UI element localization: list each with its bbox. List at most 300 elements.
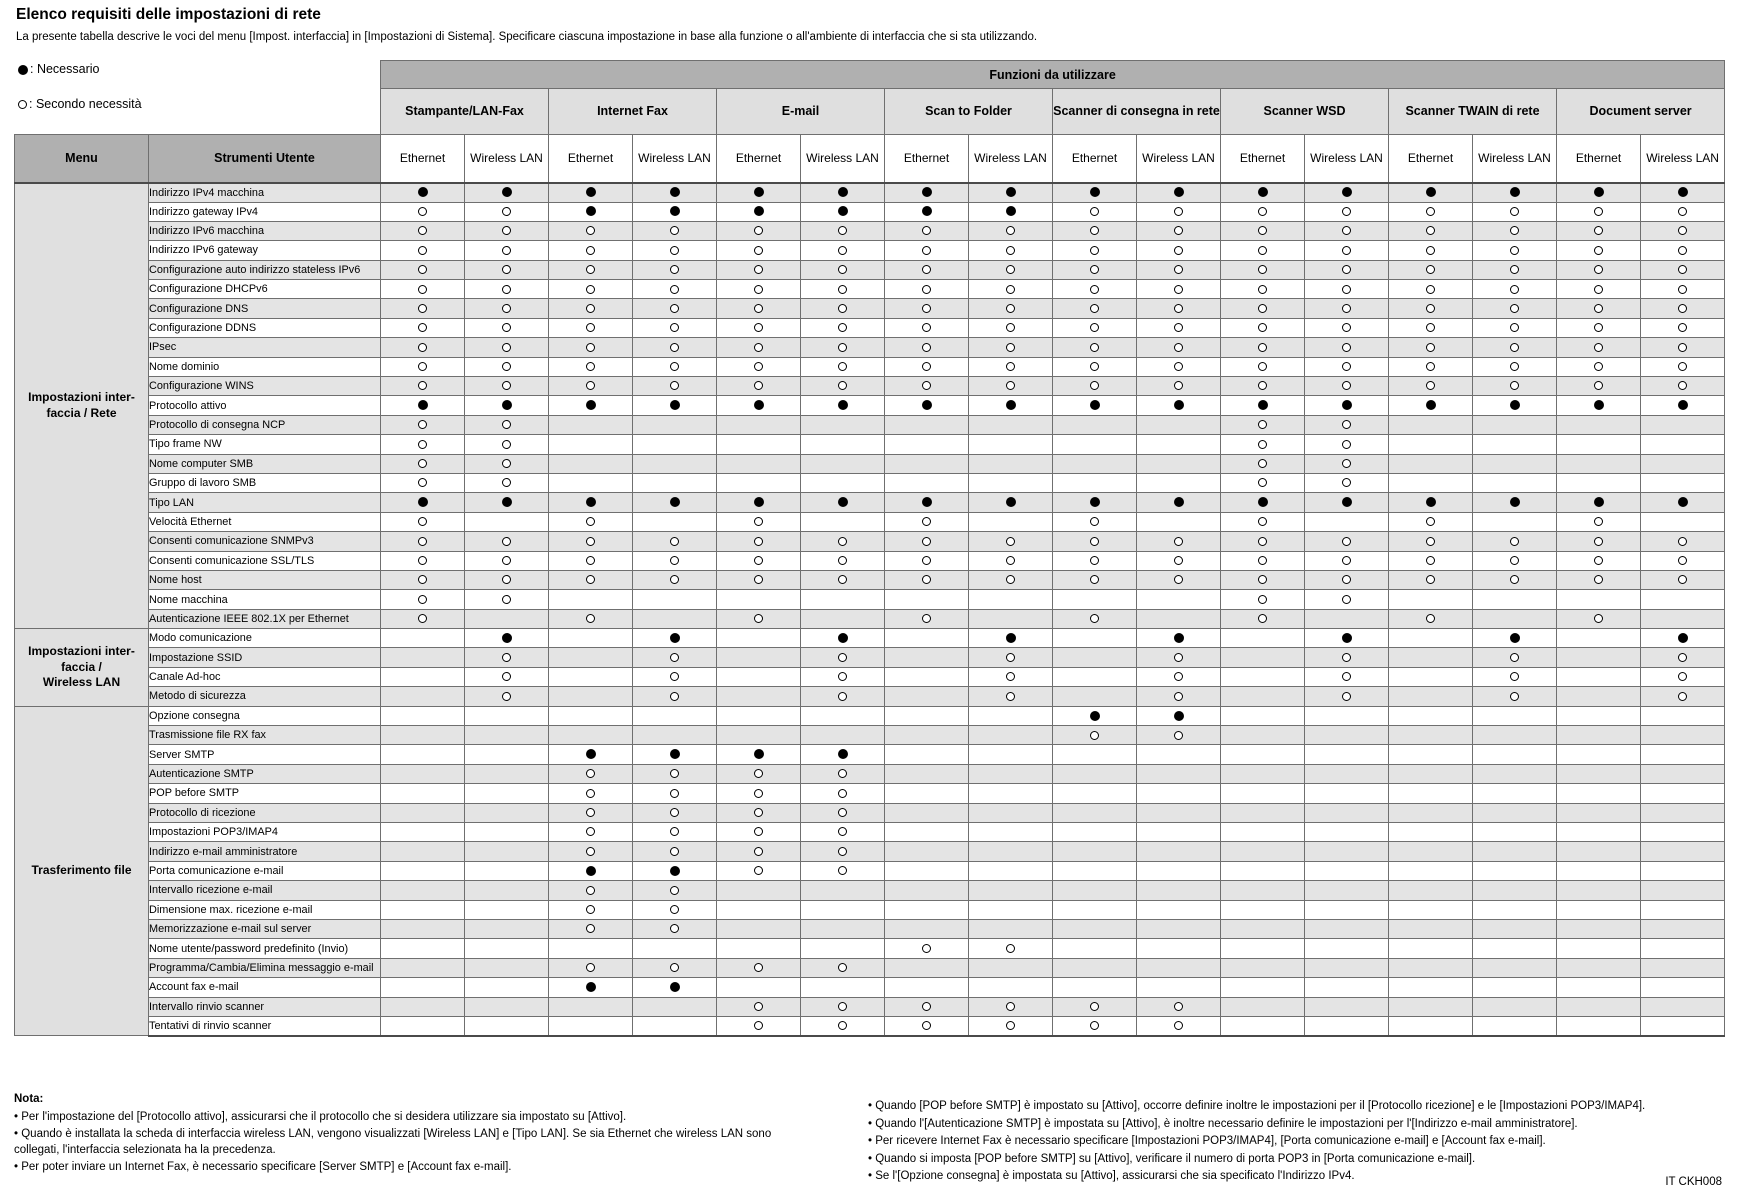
row-label-cell: Modo comunicazione: [149, 629, 381, 648]
secondo-necessita-ring: [1594, 304, 1603, 313]
requirement-cell: [633, 415, 717, 434]
requirement-cell: [969, 551, 1053, 570]
secondo-necessita-ring: [1090, 323, 1099, 332]
secondo-necessita-ring: [1174, 537, 1183, 546]
requirement-cell: [1137, 629, 1221, 648]
requirement-cell: [549, 532, 633, 551]
requirement-cell: [1557, 221, 1641, 240]
necessario-dot: [1342, 187, 1352, 197]
requirement-cell: [633, 435, 717, 454]
secondo-necessita-ring: [1342, 323, 1351, 332]
requirement-cell: [1473, 202, 1557, 221]
secondo-necessita-ring: [1090, 575, 1099, 584]
requirement-cell: [1137, 299, 1221, 318]
requirement-cell: [1053, 1016, 1137, 1036]
table-row: [15, 493, 1725, 512]
table-row: [15, 202, 1725, 221]
secondo-necessita-ring: [1426, 556, 1435, 565]
secondo-necessita-ring: [754, 537, 763, 546]
requirement-cell: [801, 512, 885, 531]
requirement-cell: [1557, 570, 1641, 589]
requirement-cell: [1641, 183, 1725, 203]
secondo-necessita-ring: [418, 440, 427, 449]
secondo-necessita-ring: [754, 246, 763, 255]
table-row: [15, 221, 1725, 240]
requirement-cell: [1473, 900, 1557, 919]
group-header-cell: Scanner di consegna in rete: [1053, 89, 1221, 135]
table-row: [15, 997, 1725, 1016]
requirement-cell: [969, 764, 1053, 783]
requirement-cell: [1557, 299, 1641, 318]
requirement-cell: [465, 803, 549, 822]
requirement-cell: [717, 183, 801, 203]
requirement-cell: [633, 706, 717, 725]
requirements-table: [14, 60, 1725, 1037]
requirement-cell: [633, 532, 717, 551]
secondo-necessita-ring: [1090, 381, 1099, 390]
requirement-cell: [1557, 784, 1641, 803]
requirement-cell: [1137, 900, 1221, 919]
necessario-dot: [1342, 400, 1352, 410]
requirement-cell: [549, 473, 633, 492]
secondo-necessita-ring: [1174, 381, 1183, 390]
row-label-cell: Gruppo di lavoro SMB: [149, 473, 381, 492]
wireless-lan-header-cell: Wireless LAN: [1473, 135, 1557, 183]
secondo-necessita-ring: [1090, 1002, 1099, 1011]
secondo-necessita-ring: [1006, 944, 1015, 953]
requirement-cell: [1641, 764, 1725, 783]
secondo-necessita-ring: [502, 226, 511, 235]
requirement-cell: [1221, 493, 1305, 512]
legend-secondo-necessita: [18, 97, 142, 111]
secondo-necessita-ring: [1174, 556, 1183, 565]
requirement-cell: [1137, 377, 1221, 396]
requirement-cell: [549, 939, 633, 958]
requirement-cell: [381, 532, 465, 551]
requirement-cell: [885, 978, 969, 997]
requirement-cell: [969, 726, 1053, 745]
requirement-cell: [1053, 842, 1137, 861]
row-label-cell: Trasmissione file RX fax: [149, 726, 381, 745]
requirement-cell: [1137, 202, 1221, 221]
requirement-cell: [1641, 415, 1725, 434]
requirement-cell: [1641, 202, 1725, 221]
requirement-cell: [1641, 784, 1725, 803]
requirement-cell: [633, 338, 717, 357]
requirement-cell: [1557, 764, 1641, 783]
secondo-necessita-ring: [1426, 575, 1435, 584]
requirement-cell: [1221, 861, 1305, 880]
requirement-cell: [1557, 532, 1641, 551]
requirement-cell: [801, 532, 885, 551]
requirement-cell: [1137, 648, 1221, 667]
requirement-cell: [1053, 299, 1137, 318]
requirement-cell: [969, 629, 1053, 648]
necessario-dot: [1594, 187, 1604, 197]
secondo-necessita-ring: [838, 672, 847, 681]
requirement-cell: [1473, 803, 1557, 822]
requirement-cell: [717, 706, 801, 725]
table-row: [15, 241, 1725, 260]
requirement-cell: [465, 512, 549, 531]
requirement-cell: [633, 648, 717, 667]
wireless-lan-header-cell: Wireless LAN: [1305, 135, 1389, 183]
secondo-necessita-ring: [1006, 285, 1015, 294]
requirement-cell: [633, 570, 717, 589]
requirement-cell: [1641, 338, 1725, 357]
requirement-cell: [1137, 357, 1221, 376]
requirement-cell: [1641, 512, 1725, 531]
menu-group-label: Impostazioni inter-: [28, 390, 135, 405]
secondo-necessita-ring: [1678, 381, 1687, 390]
necessario-dot: [1090, 711, 1100, 721]
requirement-cell: [1641, 861, 1725, 880]
requirement-cell: [1053, 183, 1137, 203]
requirement-cell: [1557, 687, 1641, 706]
requirement-cell: [1305, 745, 1389, 764]
requirement-cell: [549, 221, 633, 240]
requirement-cell: [801, 823, 885, 842]
requirement-cell: [885, 958, 969, 977]
requirement-cell: [717, 1016, 801, 1036]
secondo-necessita-ring: [1174, 1002, 1183, 1011]
requirement-cell: [969, 202, 1053, 221]
ethernet-header-cell: Ethernet: [717, 135, 801, 183]
requirement-cell: [1641, 435, 1725, 454]
requirement-cell: [465, 958, 549, 977]
requirement-cell: [549, 823, 633, 842]
secondo-necessita-ring: [1342, 265, 1351, 274]
requirement-cell: [1389, 221, 1473, 240]
requirement-cell: [801, 745, 885, 764]
requirement-cell: [885, 687, 969, 706]
secondo-necessita-ring: [838, 808, 847, 817]
secondo-necessita-ring: [1510, 265, 1519, 274]
requirement-cell: [1305, 318, 1389, 337]
requirement-cell: [717, 532, 801, 551]
requirement-cell: [717, 861, 801, 880]
requirement-cell: [465, 745, 549, 764]
requirement-cell: [549, 493, 633, 512]
secondo-necessita-ring: [586, 343, 595, 352]
secondo-necessita-ring: [1678, 265, 1687, 274]
secondo-necessita-ring: [1174, 304, 1183, 313]
requirement-cell: [1389, 551, 1473, 570]
requirement-cell: [381, 241, 465, 260]
secondo-necessita-ring: [1258, 459, 1267, 468]
row-label-cell: Configurazione DNS: [149, 299, 381, 318]
secondo-necessita-ring: [586, 556, 595, 565]
requirement-cell: [1221, 978, 1305, 997]
secondo-necessita-ring: [418, 226, 427, 235]
requirement-cell: [1473, 493, 1557, 512]
necessario-dot: [670, 497, 680, 507]
secondo-necessita-ring: [838, 789, 847, 798]
requirement-cell: [381, 454, 465, 473]
requirement-cell: [549, 280, 633, 299]
requirement-cell: [1221, 784, 1305, 803]
requirement-cell: [1053, 377, 1137, 396]
requirement-cell: [969, 377, 1053, 396]
ethernet-header-cell: Ethernet: [1389, 135, 1473, 183]
requirement-cell: [1641, 978, 1725, 997]
requirement-cell: [1473, 415, 1557, 434]
requirement-cell: [1221, 357, 1305, 376]
requirement-cell: [1305, 570, 1389, 589]
footer-code: IT CKH008: [1665, 1176, 1722, 1188]
secondo-necessita-ring: [1174, 323, 1183, 332]
secondo-necessita-ring: [1258, 246, 1267, 255]
legend-secondo-necessita-label: : Secondo necessità: [29, 97, 142, 111]
requirement-cell: [633, 202, 717, 221]
requirement-cell: [801, 784, 885, 803]
requirement-cell: [717, 377, 801, 396]
requirement-cell: [1305, 415, 1389, 434]
requirement-cell: [885, 997, 969, 1016]
secondo-necessita-ring: [670, 362, 679, 371]
necessario-dot: [1006, 206, 1016, 216]
row-label-cell: Configurazione WINS: [149, 377, 381, 396]
requirement-cell: [1389, 881, 1473, 900]
row-label-cell: Metodo di sicurezza: [149, 687, 381, 706]
secondo-necessita-ring: [1510, 226, 1519, 235]
secondo-necessita-ring: [1510, 304, 1519, 313]
requirement-cell: [885, 939, 969, 958]
table-row: [15, 280, 1725, 299]
requirement-cell: [885, 629, 969, 648]
requirement-cell: [969, 803, 1053, 822]
secondo-necessita-ring: [670, 304, 679, 313]
requirement-cell: [1557, 318, 1641, 337]
requirement-cell: [1305, 648, 1389, 667]
requirement-cell: [381, 764, 465, 783]
requirement-cell: [633, 629, 717, 648]
requirement-cell: [633, 493, 717, 512]
requirement-cell: [1053, 726, 1137, 745]
group-header-cell: Document server: [1557, 89, 1725, 135]
table-row: [15, 260, 1725, 279]
requirement-cell: [1305, 764, 1389, 783]
group-header-cell: Internet Fax: [549, 89, 717, 135]
secondo-necessita-ring: [1510, 537, 1519, 546]
secondo-necessita-ring: [1090, 285, 1099, 294]
secondo-necessita-ring: [586, 265, 595, 274]
row-label-cell: Intervallo rinvio scanner: [149, 997, 381, 1016]
secondo-necessita-ring: [670, 226, 679, 235]
row-label-cell: Nome host: [149, 570, 381, 589]
requirement-cell: [885, 861, 969, 880]
requirement-cell: [1641, 1016, 1725, 1036]
requirement-cell: [633, 377, 717, 396]
requirement-cell: [885, 396, 969, 415]
row-label-cell: Canale Ad-hoc: [149, 667, 381, 686]
secondo-necessita-ring: [502, 420, 511, 429]
requirement-cell: [1473, 396, 1557, 415]
requirement-cell: [633, 861, 717, 880]
secondo-necessita-ring: [838, 692, 847, 701]
secondo-necessita-ring: [1594, 207, 1603, 216]
group-header-cell: Scanner WSD: [1221, 89, 1389, 135]
secondo-necessita-ring: [418, 478, 427, 487]
table-row: [15, 648, 1725, 667]
note-item: • Per ricevere Internet Fax è necessario specificare [Impostazioni POP3/IMAP4], [Porta comunicazione e-mail] e [Account fax e-mail].: [868, 1134, 1726, 1150]
requirement-cell: [465, 861, 549, 880]
requirement-cell: [549, 183, 633, 203]
secondo-necessita-ring: [1006, 537, 1015, 546]
row-label-cell: Tipo frame NW: [149, 435, 381, 454]
secondo-necessita-ring: [502, 459, 511, 468]
secondo-necessita-ring: [1594, 381, 1603, 390]
requirement-cell: [1641, 221, 1725, 240]
requirement-cell: [801, 609, 885, 628]
requirement-cell: [549, 241, 633, 260]
secondo-necessita-ring: [1678, 246, 1687, 255]
secondo-necessita-ring: [418, 614, 427, 623]
note-item: • Per l'impostazione del [Protocollo attivo], assicurarsi che il protocollo che si desidera utilizzare sia impostato su [Attivo].: [14, 1110, 792, 1126]
requirement-cell: [1137, 318, 1221, 337]
requirement-cell: [801, 978, 885, 997]
menu-group-label: Wireless LAN: [42, 675, 121, 690]
necessario-dot: [1426, 497, 1436, 507]
secondo-necessita-ring: [1006, 381, 1015, 390]
secondo-necessita-ring: [1342, 459, 1351, 468]
row-label-cell: Impostazione SSID: [149, 648, 381, 667]
requirement-cell: [885, 667, 969, 686]
requirement-cell: [1053, 532, 1137, 551]
requirement-cell: [1137, 454, 1221, 473]
requirement-cell: [1053, 512, 1137, 531]
requirement-cell: [633, 609, 717, 628]
secondo-necessita-ring: [1258, 207, 1267, 216]
requirement-cell: [885, 590, 969, 609]
requirement-cell: [1473, 590, 1557, 609]
secondo-necessita-ring: [1006, 246, 1015, 255]
secondo-necessita-ring: [418, 575, 427, 584]
requirement-cell: [1389, 784, 1473, 803]
requirement-cell: [885, 415, 969, 434]
secondo-necessita-ring: [754, 614, 763, 623]
necessario-dot: [1426, 400, 1436, 410]
secondo-necessita-ring: [586, 924, 595, 933]
requirement-cell: [1389, 842, 1473, 861]
secondo-necessita-ring: [754, 963, 763, 972]
requirement-cell: [381, 803, 465, 822]
requirement-cell: [633, 687, 717, 706]
requirement-cell: [969, 590, 1053, 609]
requirement-cell: [969, 473, 1053, 492]
table-row: [15, 803, 1725, 822]
secondo-necessita-ring: [754, 343, 763, 352]
requirement-cell: [1641, 377, 1725, 396]
requirement-cell: [1557, 997, 1641, 1016]
requirement-cell: [1557, 861, 1641, 880]
legend-necessario: [18, 62, 99, 76]
necessario-dot: [1510, 400, 1520, 410]
requirement-cell: [549, 1016, 633, 1036]
requirement-cell: [381, 318, 465, 337]
necessario-dot: [922, 206, 932, 216]
requirement-cell: [717, 687, 801, 706]
necessario-dot: [1678, 187, 1688, 197]
secondo-necessita-ring: [1342, 246, 1351, 255]
secondo-necessita-ring: [1090, 1021, 1099, 1030]
requirement-cell: [1053, 338, 1137, 357]
requirement-cell: [1053, 900, 1137, 919]
secondo-necessita-ring: [1678, 285, 1687, 294]
requirement-cell: [801, 183, 885, 203]
secondo-necessita-ring: [670, 963, 679, 972]
necessario-dot: [838, 749, 848, 759]
requirement-cell: [1641, 823, 1725, 842]
requirement-cell: [1473, 842, 1557, 861]
requirement-cell: [1053, 551, 1137, 570]
requirement-cell: [1389, 900, 1473, 919]
requirement-cell: [801, 997, 885, 1016]
requirement-cell: [801, 415, 885, 434]
secondo-necessita-ring: [1678, 226, 1687, 235]
secondo-necessita-ring: [1678, 362, 1687, 371]
secondo-necessita-ring: [922, 944, 931, 953]
requirement-cell: [549, 338, 633, 357]
requirement-cell: [465, 997, 549, 1016]
row-label-cell: Dimensione max. ricezione e-mail: [149, 900, 381, 919]
requirement-cell: [1641, 919, 1725, 938]
secondo-necessita-ring: [502, 304, 511, 313]
requirement-cell: [549, 551, 633, 570]
secondo-necessita-ring: [1510, 285, 1519, 294]
secondo-necessita-ring: [586, 905, 595, 914]
secondo-necessita-ring: [418, 381, 427, 390]
requirement-cell: [969, 260, 1053, 279]
page-title: Elenco requisiti delle impostazioni di rete: [16, 6, 321, 23]
requirement-cell: [1053, 357, 1137, 376]
requirement-cell: [1305, 396, 1389, 415]
requirement-cell: [1557, 745, 1641, 764]
requirement-cell: [1557, 357, 1641, 376]
requirement-cell: [549, 978, 633, 997]
requirement-cell: [381, 280, 465, 299]
requirement-cell: [1389, 609, 1473, 628]
secondo-necessita-ring: [1510, 246, 1519, 255]
secondo-necessita-ring: [754, 556, 763, 565]
requirement-cell: [1473, 745, 1557, 764]
requirement-cell: [465, 706, 549, 725]
requirement-cell: [549, 667, 633, 686]
requirement-cell: [1053, 997, 1137, 1016]
requirement-cell: [717, 318, 801, 337]
requirement-cell: [1473, 687, 1557, 706]
requirement-cell: [717, 842, 801, 861]
requirement-cell: [1389, 377, 1473, 396]
requirement-cell: [1137, 803, 1221, 822]
row-label-cell: Porta comunicazione e-mail: [149, 861, 381, 880]
requirement-cell: [717, 939, 801, 958]
requirement-cell: [1137, 706, 1221, 725]
requirement-cell: [1053, 202, 1137, 221]
secondo-necessita-ring: [838, 1021, 847, 1030]
requirement-cell: [969, 570, 1053, 589]
table-row: [15, 842, 1725, 861]
requirement-cell: [381, 958, 465, 977]
secondo-necessita-ring: [1090, 614, 1099, 623]
requirement-cell: [1305, 803, 1389, 822]
legend-necessario-label: : Necessario: [30, 62, 100, 76]
requirement-cell: [1053, 493, 1137, 512]
necessario-dot: [1426, 187, 1436, 197]
row-label-cell: Consenti comunicazione SSL/TLS: [149, 551, 381, 570]
table-row: [15, 687, 1725, 706]
requirement-cell: [1641, 939, 1725, 958]
